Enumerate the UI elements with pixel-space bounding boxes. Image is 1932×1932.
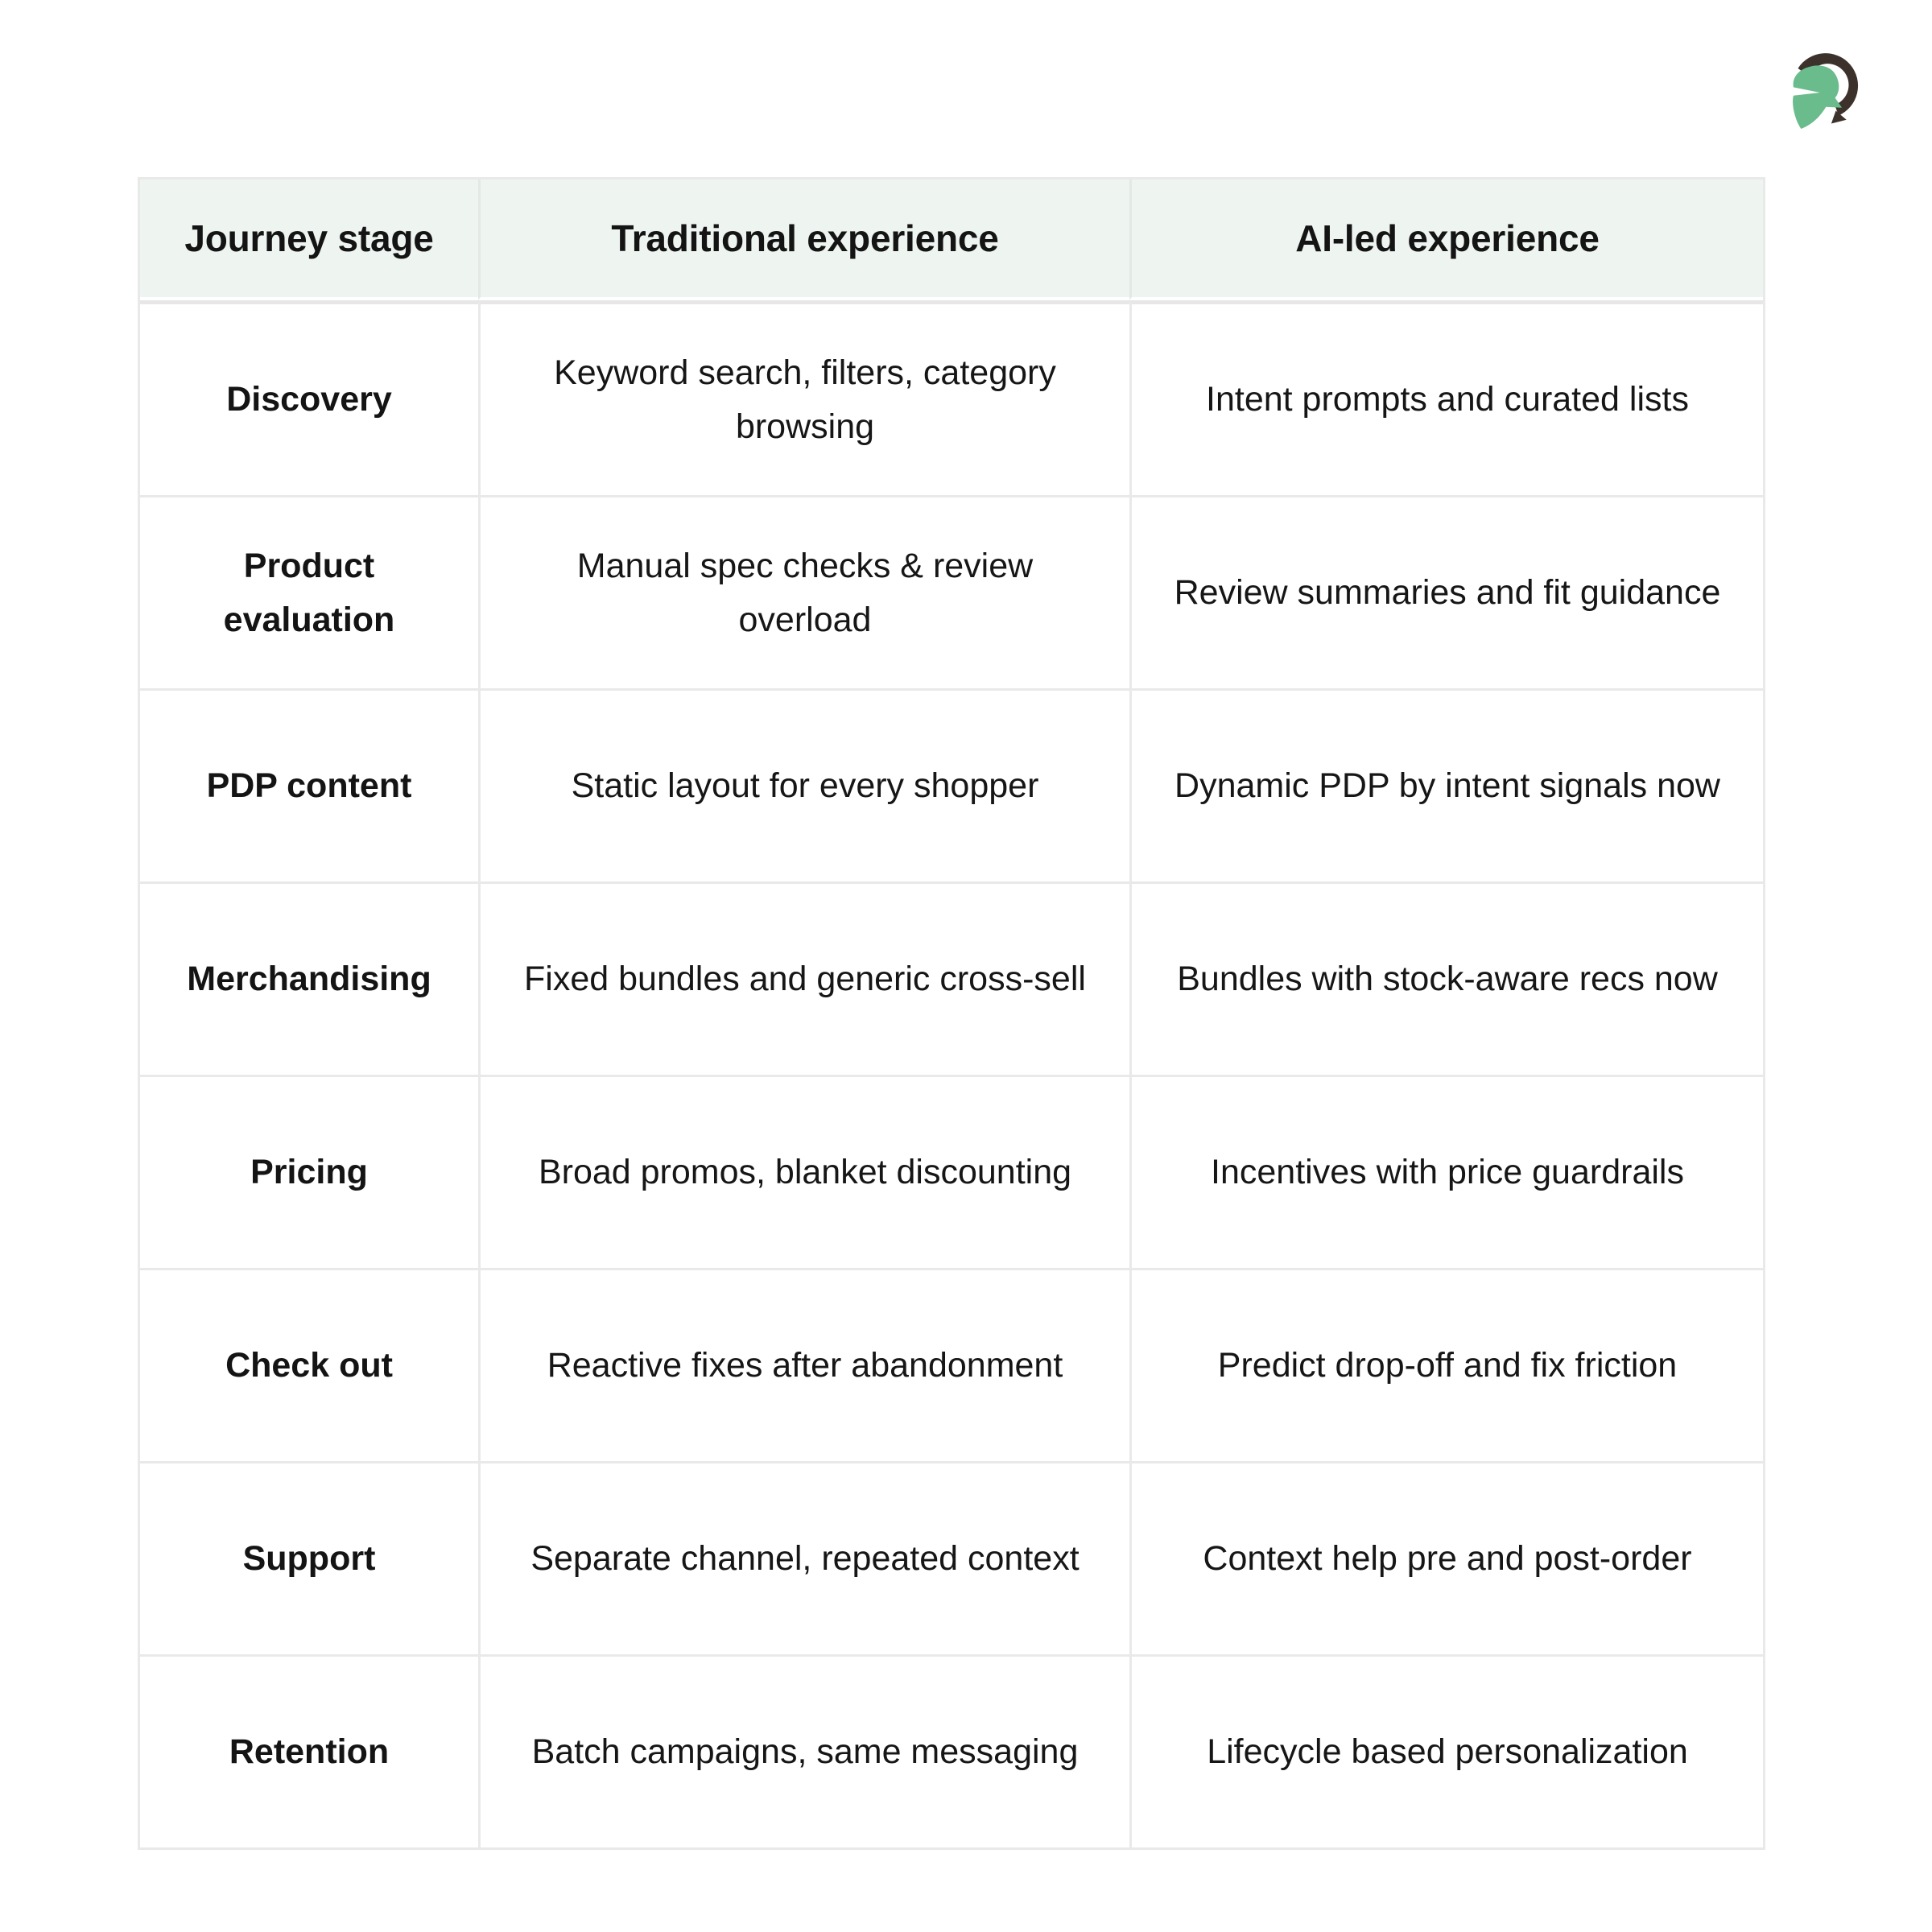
traditional-experience-cell: Manual spec checks & review overload: [478, 495, 1129, 688]
traditional-experience-cell: Fixed bundles and generic cross-sell: [478, 881, 1129, 1075]
journey-stage-cell: Retention: [140, 1654, 478, 1847]
brand-logo: [1792, 50, 1868, 134]
journey-stage-cell: PDP content: [140, 688, 478, 881]
table-row: [140, 495, 1763, 688]
journey-comparison-table: [138, 177, 1765, 1850]
column-header-traditional-experience: Traditional experience: [478, 180, 1129, 300]
traditional-experience-cell: Separate channel, repeated context: [478, 1461, 1129, 1654]
traditional-experience-cell: Static layout for every shopper: [478, 688, 1129, 881]
ai-led-experience-cell: Intent prompts and curated lists: [1129, 300, 1763, 495]
table-row: [140, 1654, 1763, 1847]
table-row: [140, 881, 1763, 1075]
table-row: [140, 688, 1763, 881]
journey-stage-cell: Discovery: [140, 300, 478, 495]
journey-stage-cell: Product evaluation: [140, 495, 478, 688]
traditional-experience-cell: Reactive fixes after abandonment: [478, 1268, 1129, 1461]
column-header-ai-led-experience: AI-led experience: [1129, 180, 1763, 300]
header-row: [140, 180, 1763, 300]
ai-led-experience-cell: Incentives with price guardrails: [1129, 1075, 1763, 1268]
column-header-journey-stage: Journey stage: [140, 180, 478, 300]
journey-stage-cell: Support: [140, 1461, 478, 1654]
traditional-experience-cell: Broad promos, blanket discounting: [478, 1075, 1129, 1268]
journey-stage-cell: Check out: [140, 1268, 478, 1461]
ai-led-experience-cell: Bundles with stock-aware recs now: [1129, 881, 1763, 1075]
table-row: [140, 1461, 1763, 1654]
table-row: [140, 300, 1763, 495]
journey-stage-cell: Merchandising: [140, 881, 478, 1075]
spartan-helmet-icon: [1792, 50, 1868, 134]
traditional-experience-cell: Batch campaigns, same messaging: [478, 1654, 1129, 1847]
table-row: [140, 1268, 1763, 1461]
ai-led-experience-cell: Context help pre and post-order: [1129, 1461, 1763, 1654]
journey-stage-cell: Pricing: [140, 1075, 478, 1268]
ai-led-experience-cell: Dynamic PDP by intent signals now: [1129, 688, 1763, 881]
traditional-experience-cell: Keyword search, filters, category browsing: [478, 300, 1129, 495]
ai-led-experience-cell: Predict drop-off and fix friction: [1129, 1268, 1763, 1461]
ai-led-experience-cell: Review summaries and fit guidance: [1129, 495, 1763, 688]
ai-led-experience-cell: Lifecycle based personalization: [1129, 1654, 1763, 1847]
table-row: [140, 1075, 1763, 1268]
